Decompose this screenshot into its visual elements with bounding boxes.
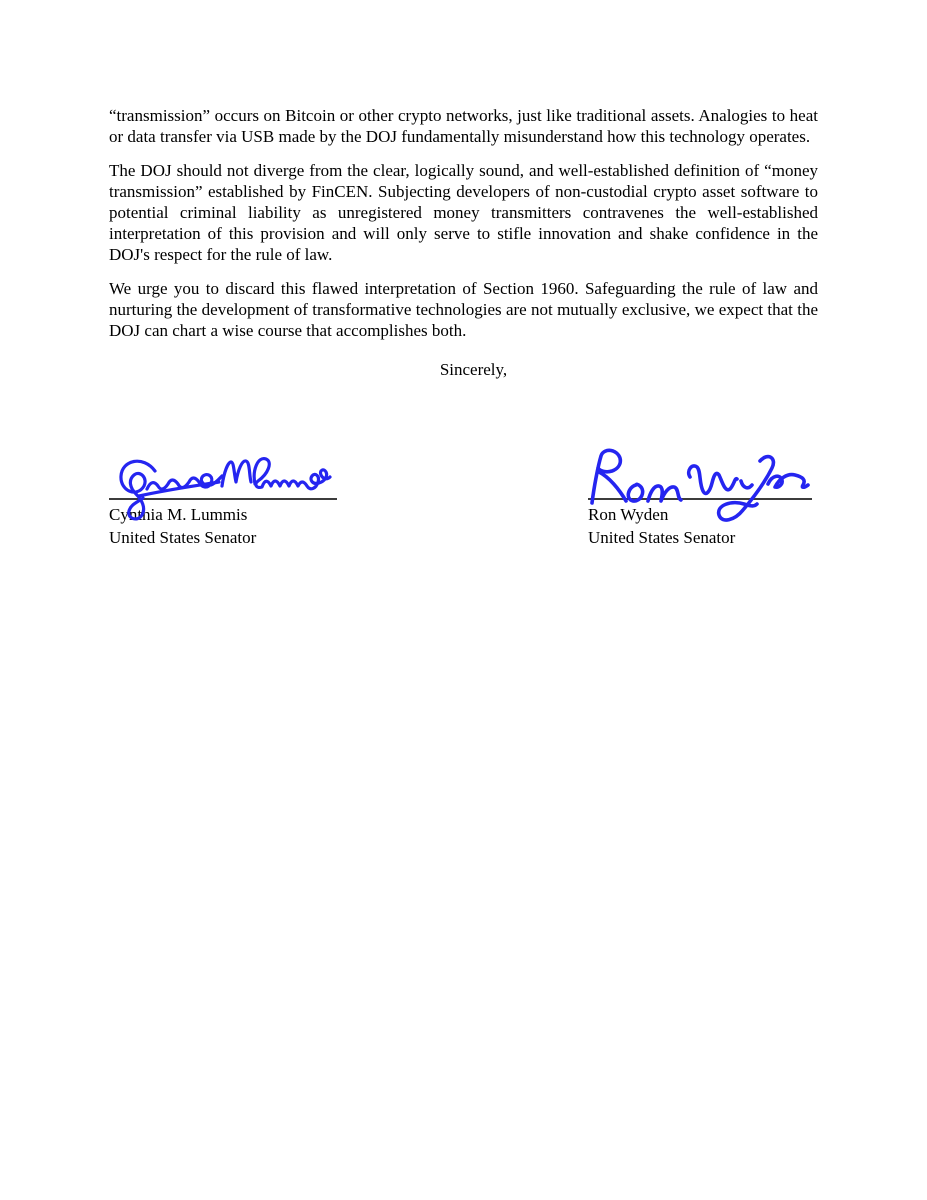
- signatory-title: United States Senator: [588, 528, 736, 547]
- signature-block-wyden: [588, 447, 818, 549]
- letter-paragraph-2: The DOJ should not diverge from the clear, logically sound, and well-established definition of “money transmission” established by FinCEN. Subjecting developers of non-custodial crypto asset software to potential criminal liability as unregistered money transmitters contravenes the well-established interpretation of this provision and will only serve to stifle innovation and shake confidence in the DOJ's respect for the rule of law.: [109, 161, 818, 264]
- letter-paragraph-1: “transmission” occurs on Bitcoin or other crypto networks, just like traditional assets. Analogies to heat or data transfer via USB made by the DOJ fundamentally misunderstand how this technology operates.: [109, 106, 818, 146]
- signatory-name: Ron Wyden: [588, 505, 669, 524]
- signature-line: [109, 447, 337, 500]
- letter-body: [109, 105, 818, 393]
- closing-salutation: Sincerely,: [439, 360, 508, 379]
- signature-block-lummis: [109, 447, 339, 549]
- signature-line: [588, 447, 812, 500]
- signature-row: [109, 447, 818, 549]
- letter-paragraph-3: We urge you to discard this flawed interpretation of Section 1960. Safeguarding the rule of law and nurturing the development of transformative technologies are not mutually exclusive, we expect that the DOJ can chart a wise course that accomplishes both.: [109, 279, 818, 340]
- signatory-title: United States Senator: [109, 528, 257, 547]
- signatory-name: Cynthia M. Lummis: [109, 505, 248, 524]
